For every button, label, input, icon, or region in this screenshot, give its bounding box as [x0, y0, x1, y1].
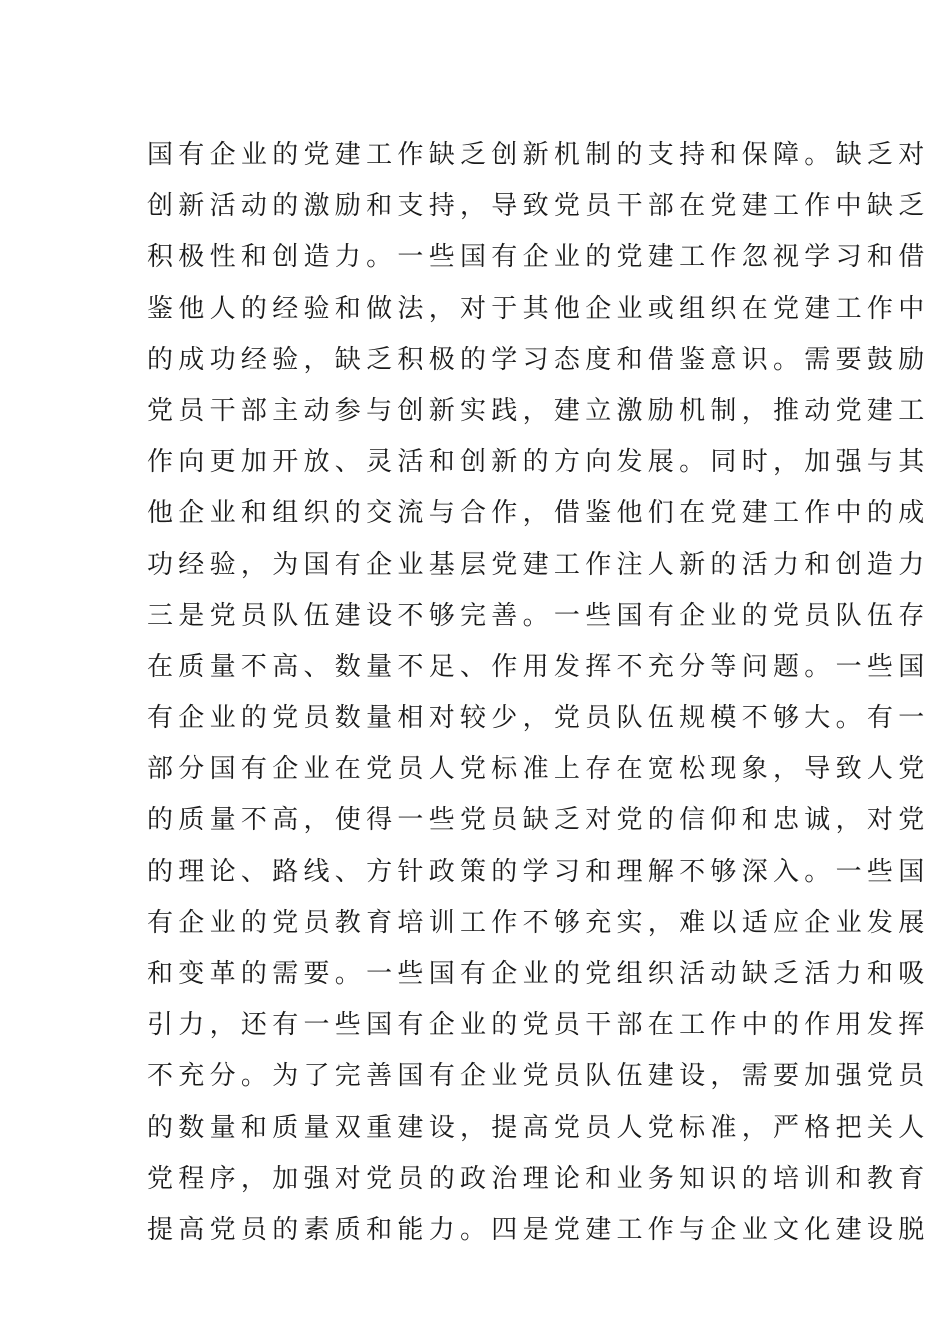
- text-line: 创新活动的激励和支持，导致党员干部在党建工作中缺乏: [147, 191, 930, 222]
- text-line: 党员干部主动参与创新实践，建立激励机制，推动党建工: [147, 395, 930, 426]
- text-line: 三是党员队伍建设不够完善。一些国有企业的党员队伍存: [147, 600, 930, 631]
- text-line: 鉴他人的经验和做法，对于其他企业或组织在党建工作中: [147, 293, 930, 324]
- text-line: 作向更加开放、灵活和创新的方向发展。同时，加强与其: [147, 447, 930, 478]
- text-line: 的质量不高，使得一些党员缺乏对党的信仰和忠诚，对党: [147, 805, 930, 836]
- text-line: 功经验，为国有企业基层党建工作注人新的活力和创造力: [147, 549, 930, 580]
- text-line: 他企业和组织的交流与合作，借鉴他们在党建工作中的成: [147, 498, 930, 529]
- body-text: [147, 130, 930, 1256]
- text-line: 提高党员的素质和能力。四是党建工作与企业文化建设脱: [147, 1214, 930, 1245]
- text-line: 国有企业的党建工作缺乏创新机制的支持和保障。缺乏对: [147, 140, 930, 170]
- text-line: 部分国有企业在党员人党标准上存在宽松现象，导致人党: [147, 754, 930, 785]
- text-line: 不充分。为了完善国有企业党员队伍建设，需要加强党员: [147, 1061, 930, 1092]
- text-line: 的成功经验，缺乏积极的学习态度和借鉴意识。需要鼓励: [147, 344, 930, 375]
- text-line: 在质量不高、数量不足、作用发挥不充分等问题。一些国: [147, 651, 930, 682]
- text-line: 有企业的党员数量相对较少，党员队伍规模不够大。有一: [147, 703, 930, 734]
- text-line: 和变革的需要。一些国有企业的党组织活动缺乏活力和吸: [147, 959, 930, 989]
- text-line: 的数量和质量双重建设，提高党员人党标准，严格把关人: [147, 1112, 930, 1143]
- text-line: 的理论、路线、方针政策的学习和理解不够深入。一些国: [147, 856, 930, 887]
- text-line: 引力，还有一些国有企业的党员干部在工作中的作用发挥: [147, 1010, 930, 1041]
- text-line: 积极性和创造力。一些国有企业的党建工作忽视学习和借: [147, 242, 930, 273]
- text-line: 有企业的党员教育培训工作不够充实，难以适应企业发展: [147, 907, 930, 938]
- text-line: 党程序，加强对党员的政治理论和业务知识的培训和教育: [147, 1163, 930, 1194]
